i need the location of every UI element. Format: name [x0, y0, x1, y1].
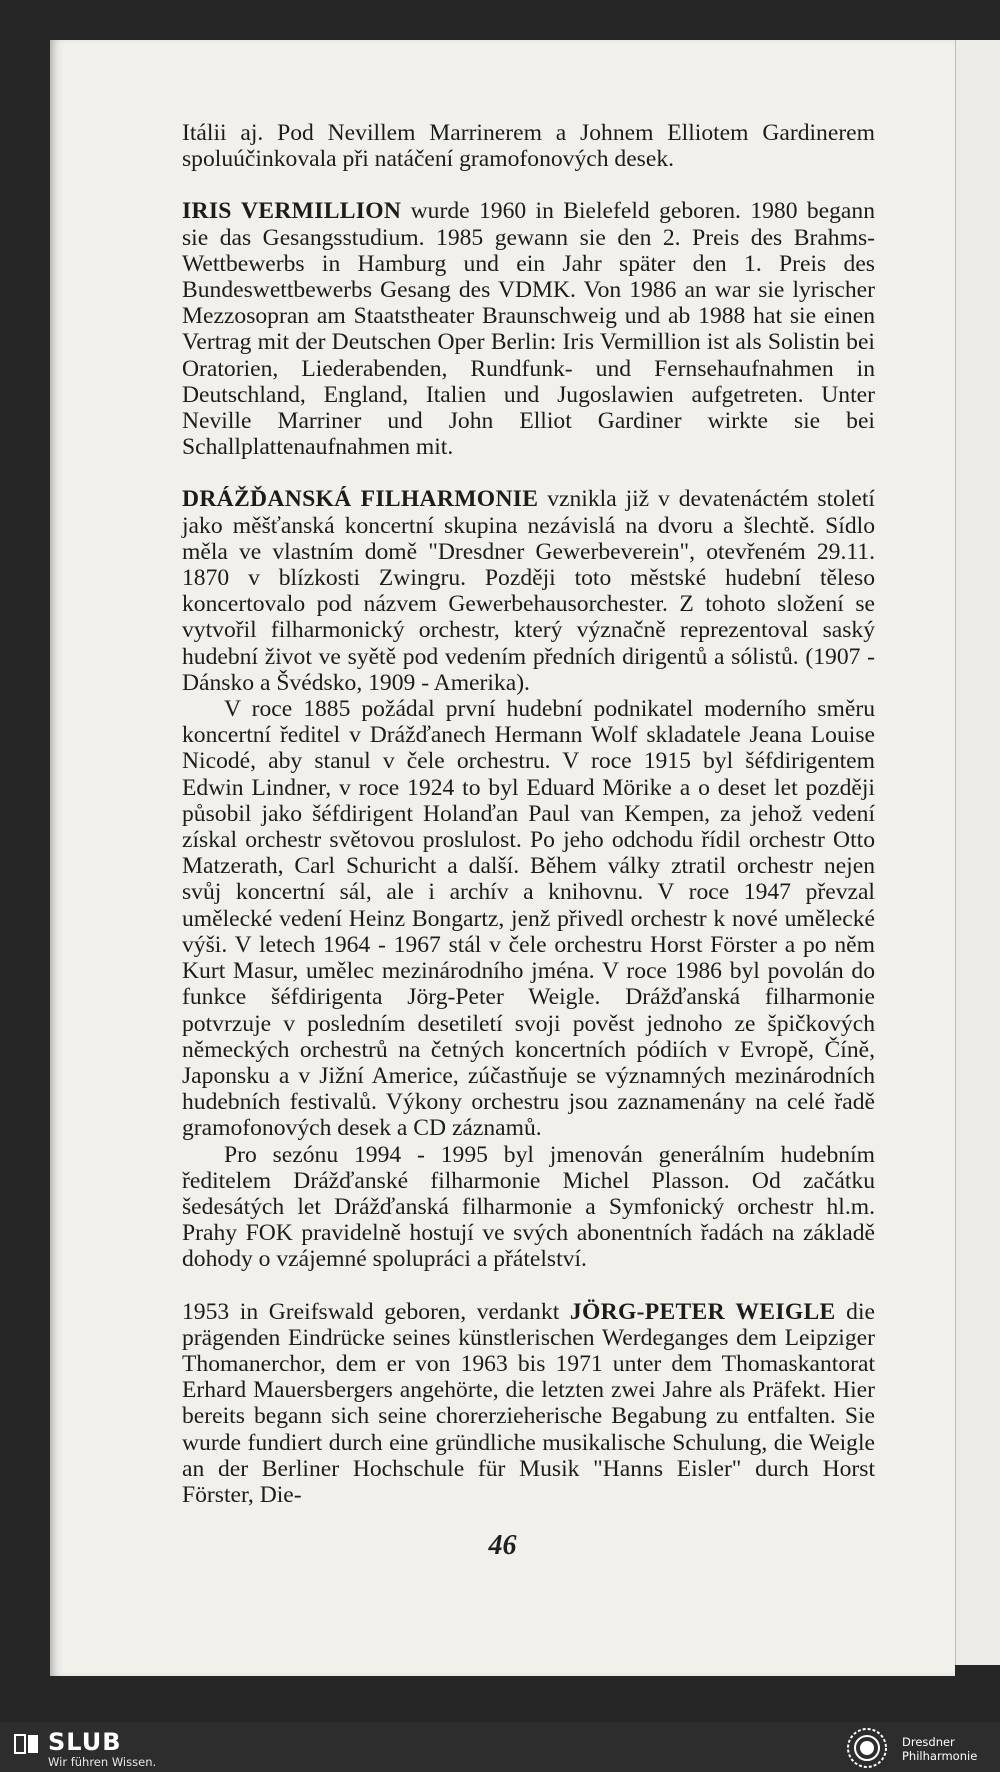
text-weigle: die prägenden Eindrücke seines künstlerischen Werdeganges dem Leipziger Thomanerchor, dem er von 1963 bis 1971 unter dem Thomaskantorat Erhard Mauersbergers angehörte, die letzten zwei Jahre als Präfekt. Hier bereits begann sich seine chorerzieherische Begabung zu entfalten. Sie wurde fundiert durch eine gründliche musikalische Schulung, die Weigle an der Berliner Hochschule für Musik "Hanns Eisler" durch Horst Förster, Die-: [182, 1298, 875, 1508]
next-page-edge: [955, 40, 1000, 1665]
paragraph-plasson: Pro sezónu 1994 - 1995 byl jmenován generálním hudebním ředitelem Drážďanské filharmonie Michel Plasson. Od začátku šedesátých let Drážďanská filharmonie a Symfonický orchestr hl.m. Prahy FOK pravidelně hostují ve svých abonentních řadách na základě dohody o vzájemné spolupráci a přátelství.: [182, 1141, 875, 1273]
text-weigle-intro: 1953 in Greifswald geboren, verdankt: [182, 1298, 570, 1325]
paragraph-iris-vermillion: [182, 198, 875, 460]
name-dresden-philharmonic: DRÁŽĎANSKÁ FILHARMONIE: [182, 486, 539, 513]
dresdner-philharmonie-name: [902, 1735, 997, 1763]
footer-bar: [0, 1722, 1000, 1772]
partner-line-2: Philharmonie: [902, 1749, 978, 1763]
partner-line-1: Dresdner: [902, 1735, 955, 1749]
text-dresden-philharmonic: vznikla již v devatenáctém století jako měšťanská koncertní skupina nezávislá na dvoru a šlechtě. Sídlo měla ve vlastním domě "Dresdner Gewerbeverein", otevřeném 29.11. 1870 v blízkosti Zwingru. Později toto městské hudební těleso koncertovalo pod názvem Gewerbehausorchester. Z tohoto složení se vytvořil filharmonický orchestr, který význačně reprezentoval saský hudební život ve syětě pod vedením předních dirigentů a sólistů. (1907 - Dánsko a Švédsko, 1909 - Amerika).: [182, 486, 875, 696]
slub-slogan: Wir führen Wissen.: [48, 1755, 157, 1769]
document-page: [50, 40, 955, 1676]
name-jorg-peter-weigle: JÖRG-PETER WEIGLE: [569, 1298, 836, 1325]
page-number: 46: [488, 1530, 517, 1561]
text-iris-vermillion: wurde 1960 in Bielefeld geboren. 1980 begann sie das Gesangsstudium. 1985 gewann sie den 2. Preis des Brahms-Wettbewerbs in Hamburg und ein Jahr später den 1. Preis des Bundeswettbewerbs Gesang des VDMK. Von 1986 an war sie lyrischer Mezzosopran am Staatstheater Braunschweig und ab 1988 hat sie einen Vertrag mit der Deutschen Oper Berlin: Iris Vermillion ist als Solistin bei Oratorien, Liederabenden, Rundfunk- und Fernsehaufnahmen in Deutschland, England, Italien und Jugoslawien aufgetreten. Unter Neville Marriner und John Elliot Gardiner wirkte sie bei Schallplattenaufnahmen mit.: [182, 198, 876, 461]
paragraph-history: V roce 1885 požádal první hudební podnikatel moderního směru koncertní ředitel v Drážďanech Hermann Wolf skladatele Jeana Louise Nicodé, aby stanul v čele orchestru. V roce 1915 byl šéfdirigentem Edwin Lindner, v roce 1924 to byl Eduard Mörike a o deset let později působil jako šéfdirigent Holanďan Paul van Kempen, za jehož vedení získal orchestr světovou proslulost. Po jeho odchodu řídil orchestr Otto Matzerath, Carl Schuricht a další. Během války ztratil orchestr nejen svůj koncertní sál, ale i archív a knihovnu. V roce 1947 převzal umělecké vedení Heinz Bongartz, jenž přivedl orchestr k nové umělecké výši. V letech 1964 - 1967 stál v čele orchestru Horst Förster a po něm Kurt Masur, umělec mezinárodního jména. V roce 1986 byl povolán do funkce šéfdirigenta Jörg-Peter Weigle. Drážďanská filharmonie potvrzuje v posledním desetiletí svoji pověst jednoho ze špičkových německých orchestrů na četných koncertních pódiích v Evropě, Číně, Japonsku a v Jižní Americe, zúčastňuje se významných mezinárodních hudebních festivalů. Výkony orchestru jsou zaznamenány na celé řadě gramofonových desek a CD záznamů.: [182, 696, 875, 1142]
paragraph-weigle: [182, 1299, 875, 1509]
paragraph-dresden-philharmonic: [182, 486, 875, 696]
book-icon: [14, 1733, 40, 1755]
name-iris-vermillion: IRIS VERMILLION: [182, 198, 402, 225]
body-text: [182, 120, 875, 1508]
paragraph-gardiner-note: Itálii aj. Pod Nevillem Marrinerem a Johnem Elliotem Gardinerem spoluúčinkovala při natáčení gramofonových desek.: [182, 120, 875, 173]
slub-logo-text: SLUB: [48, 1728, 122, 1756]
dresdner-philharmonie-logo-icon: [840, 1725, 894, 1771]
